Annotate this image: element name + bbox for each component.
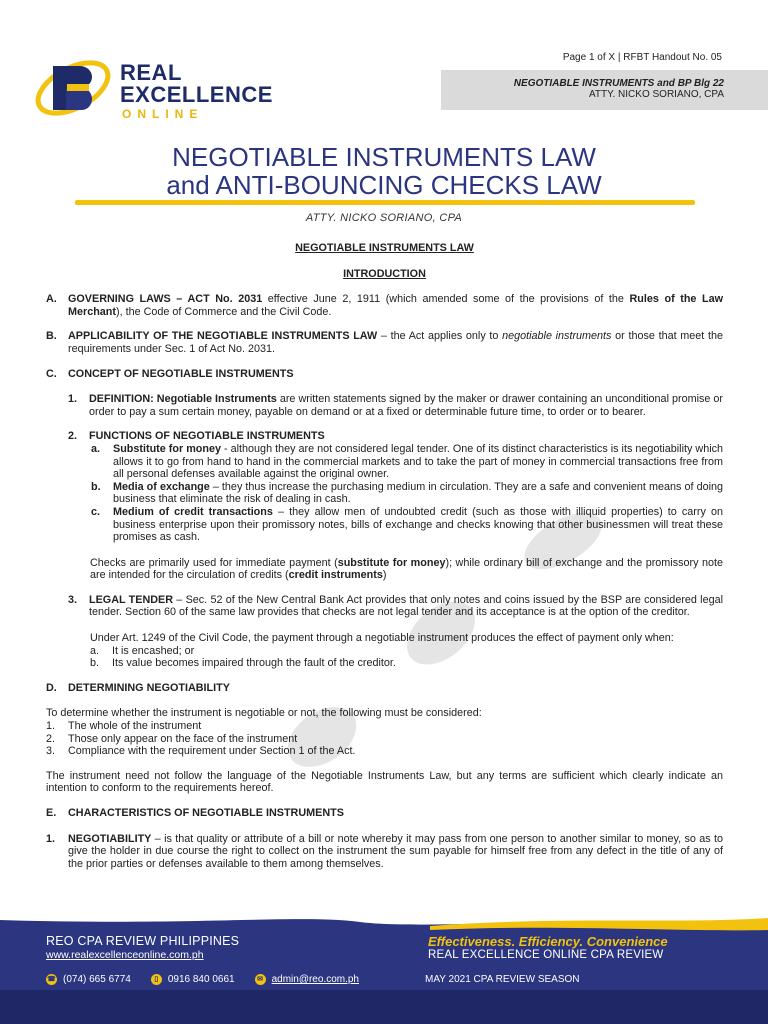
reo-logo-icon [33,52,117,122]
header-author: ATTY. NICKO SORIANO, CPA [588,89,724,100]
mobile-icon: ▯ [151,974,162,985]
footer [0,916,768,1024]
c-item-2-marker: 2. [68,430,78,443]
c-item-2-a [46,443,723,481]
c-item-2-a-marker: a. [91,442,101,455]
page-title [0,143,768,199]
footer-org: REO CPA REVIEW PHILIPPINES [46,934,240,948]
e-item-1 [46,833,723,871]
c-item-3-text: – Sec. 52 of the New Central Bank Act provides that only notes and coins issued by the BSP are considered legal tender. Section 60 of the same law provides that checks are not legal tender and its acceptance is at the option of the creditor. [89,593,723,619]
c-item-3-marker: 3. [68,593,78,606]
footer-phone [46,974,131,985]
e-item-1-bold: NEGOTIABILITY [68,832,152,845]
logo-line-1: REAL [120,60,182,85]
civil-code-a [46,645,723,658]
c-item-2 [46,430,723,443]
logo-line-3: ONLINE [122,107,204,121]
item-c-heading: CONCEPT OF NEGOTIABLE INSTRUMENTS [68,367,294,380]
footer-phone-text: (074) 665 6774 [63,974,131,985]
checks-note-bold-1: substitute for money [337,556,446,569]
c-item-1-bold: DEFINITION: Negotiable Instruments [89,393,277,406]
logo [33,52,323,122]
c-item-2-a-bold: Substitute for money [113,442,222,455]
item-b-italic: negotiable instruments [502,330,612,343]
civil-code-b-marker: b. [90,657,100,670]
item-d-heading: DETERMINING NEGOTIABILITY [68,681,230,694]
c-item-2-a-text: - although they are not considered legal tender. One of its distinct characteristics is its negotiability which allows it to go from hand to hand in the commercial markets and to take the part of money in commercial transactions free from all personal defenses available against the original owner. [113,442,723,481]
item-c-marker: C. [46,367,57,380]
c-item-2-c-marker: c. [91,505,101,518]
footer-season: MAY 2021 CPA REVIEW SEASON [425,974,580,985]
c-item-1-text: are written statements signed by the maker or drawer containing an unconditional promise or order to pay a sum certain money, payable on demand or at a fixed or determinable future time, to order or to bearer. [89,393,724,418]
civil-code-a-marker: a. [90,644,100,657]
c-item-3-bold: LEGAL TENDER [89,593,174,606]
footer-slogan: Effectiveness. Efficiency. Convenience [428,934,668,949]
c-item-2-c [46,506,723,544]
list-item-marker: 1. [46,720,56,733]
document-body [46,242,723,870]
section-heading: NEGOTIABLE INSTRUMENTS LAW [295,242,474,254]
logo-text [120,62,273,121]
item-b-bold-1: APPLICABILITY OF THE NEGOTIABLE INSTRUMENTS LAW [68,330,378,343]
item-a [46,293,723,318]
title-underline [75,200,695,205]
footer-email [255,974,359,985]
item-a-bold-1: GOVERNING LAWS – ACT No. 2031 [68,293,263,306]
list-item [46,720,723,733]
e-item-1-text: – is that quality or attribute of a bill or note whereby it may pass from one person to another similar to money, so as to give the holder in due course the right to collect on the instrument the sum payable for himself free from any defect in the title of any of the prior parties or defenses available to them among themselves. [68,832,723,870]
e-item-1-marker: 1. [46,832,56,845]
checks-note-text-1: Checks are primarily used for immediate payment ( [90,556,338,569]
logo-line-2: EXCELLENCE [120,82,273,107]
header-box [441,70,768,110]
civil-code-a-text: It is encashed; or [112,644,195,657]
footer-brand: REAL EXCELLENCE ONLINE CPA REVIEW [428,949,664,961]
envelope-icon: ✉ [255,974,266,985]
footer-contacts [46,974,379,985]
footer-website-link[interactable]: www.realexcellenceonline.com.ph [46,949,204,961]
item-a-marker: A. [46,293,57,306]
footer-email-link[interactable]: admin@reo.com.ph [271,974,359,985]
item-e [46,807,723,820]
c-item-3 [46,594,723,619]
footer-mobile [151,974,235,985]
title-line-2: and ANTI-BOUNCING CHECKS LAW [166,170,602,200]
checks-note-text-3: ) [382,569,387,582]
list-item-text: Those only appear on the face of the instrument [68,732,298,745]
c-item-2-heading: FUNCTIONS OF NEGOTIABLE INSTRUMENTS [89,430,325,443]
c-item-2-c-text: – they allow men of undoubted credit (such as those with illiquid properties) to carry on business enterprise upon their promissory notes, bills of exchange and checks knowing that other businessmen will treat these promises as cash. [113,505,723,544]
item-e-marker: E. [46,807,57,819]
item-e-heading: CHARACTERISTICS OF NEGOTIABLE INSTRUMENTS [68,807,344,819]
checks-note-bold-2: credit instruments [288,569,383,582]
footer-mobile-text: 0916 840 0661 [167,974,235,985]
negotiability-closing: The instrument need not follow the language of the Negotiable Instruments Law, but any terms are sufficient which clearly indicate an intention to conform to the requirements hereof. [46,769,723,795]
title-line-1: NEGOTIABLE INSTRUMENTS LAW [172,142,596,172]
item-b-marker: B. [46,330,57,343]
item-a-bold-2: Rules of the Law Merchant [68,293,723,318]
checks-note-text-2: ); while ordinary bill of exchange and the promissory note are intended for the circulation of credits ( [90,556,723,582]
section-subheading: INTRODUCTION [343,267,426,280]
checks-note [46,557,723,582]
list-item-marker: 3. [46,745,56,758]
c-item-1-marker: 1. [68,393,78,406]
title-author: ATTY. NICKO SORIANO, CPA [305,212,463,224]
item-b-text-2: or those that meet the requirements under Sec. 1 of Act No. 2031. [68,330,723,355]
item-b-text-1: – the Act applies only to [377,330,503,343]
item-d-marker: D. [46,681,57,694]
phone-icon: ☎ [47,976,56,983]
negotiability-intro: To determine whether the instrument is negotiable or not, the following must be considered: [46,707,482,720]
civil-code-b [46,657,723,670]
item-a-text-1: effective June 2, 1911 (which amended some of the provisions of the [262,293,630,306]
item-d [46,682,723,695]
c-item-2-b-bold: Media of exchange [113,480,210,493]
c-item-2-b [46,481,723,506]
c-item-2-b-marker: b. [91,480,101,493]
page-info: Page 1 of X | RFBT Handout No. 05 [562,52,722,63]
list-item-text: Compliance with the requirement under Section 1 of the Act. [68,745,356,758]
c-item-2-b-text: – they thus increase the purchasing medium in circulation. They are a safe and convenient means of doing business that eliminate the risk of dealing in cash. [113,480,723,506]
c-item-2-c-bold: Medium of credit transactions [113,505,273,518]
list-item [46,745,723,758]
header-topic: NEGOTIABLE INSTRUMENTS and BP Blg 22 [513,78,724,89]
item-a-text-2: ), the Code of Commerce and the Civil Code. [116,305,332,318]
item-c [46,368,723,381]
c-item-1 [46,393,723,418]
list-item-text: The whole of the instrument [68,720,202,733]
civil-code-note: Under Art. 1249 of the Civil Code, the payment through a negotiable instrument produces the effect of payment only when: [90,632,674,645]
civil-code-b-text: Its value becomes impaired through the fault of the creditor. [112,657,396,670]
list-item [46,733,723,746]
list-item-marker: 2. [46,732,56,745]
footer-bottom-band [0,990,768,1024]
item-b [46,330,723,355]
